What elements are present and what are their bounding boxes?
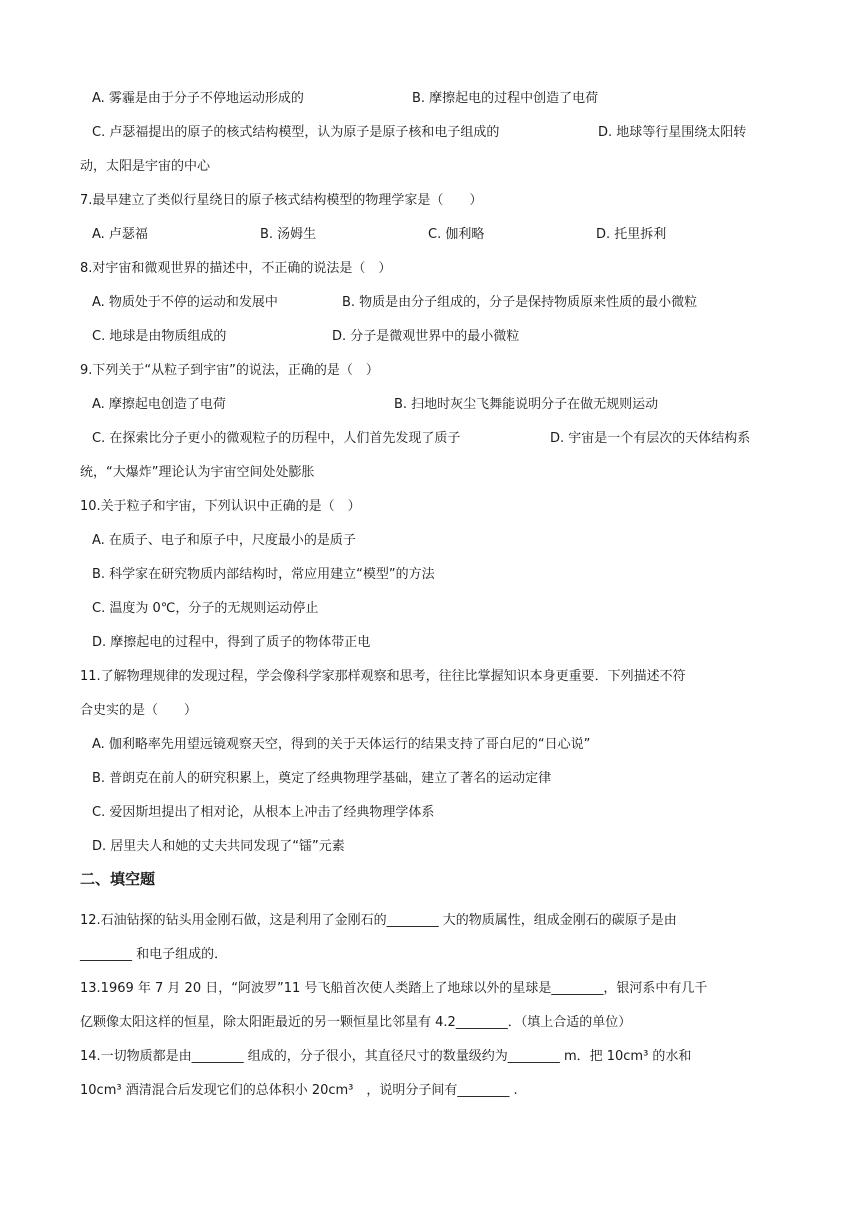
q13-line-1: 13.1969 年 7 月 20 日，“阿波罗”11 号飞船首次使人类踏上了地球以外的星球是________，银河系中有几千 xyxy=(80,981,708,996)
q7-option-a: A. 卢瑟福 xyxy=(92,227,148,242)
q12-line-1: 12.石油钻探的钻头用金刚石做，这是利用了金刚石的________ 大的物质属性，组成金刚石的碳原子是由 xyxy=(80,913,677,928)
q8-option-c: C. 地球是由物质组成的 xyxy=(92,329,227,344)
q14-line-1: 14.一切物质都是由________ 组成的，分子很小，其直径尺寸的数量级约为________ m．把 10cm³ 的水和 xyxy=(80,1049,692,1064)
q11-option-b: B. 普朗克在前人的研究积累上，奠定了经典物理学基础，建立了著名的运动定律 xyxy=(92,771,552,786)
q9-option-c: C. 在探索比分子更小的微观粒子的历程中，人们首先发现了质子 xyxy=(92,431,461,446)
q7-option-b: B. 汤姆生 xyxy=(260,227,317,242)
q11-option-d: D. 居里夫人和她的丈夫共同发现了“镭”元素 xyxy=(92,839,345,854)
section-heading-fill-in: 二、填空题 xyxy=(80,870,156,888)
q11-stem-continued: 合史实的是（ ） xyxy=(80,703,198,718)
q14-line-2: 10cm³ 酒清混合后发现它们的总体积小 20cm³ ，说明分子间有________ . xyxy=(80,1083,518,1098)
q11-stem: 11.了解物理规律的发现过程，学会像科学家那样观察和思考，往往比掌握知识本身更重要．下列描述不符 xyxy=(80,669,686,684)
q8-stem: 8.对宇宙和微观世界的描述中，不正确的说法是（ ） xyxy=(80,261,392,276)
q9-option-a: A. 摩擦起电创造了电荷 xyxy=(92,397,226,412)
q7-option-d: D. 托里拆利 xyxy=(596,227,667,242)
q11-option-c: C. 爱因斯坦提出了相对论，从根本上冲击了经典物理学体系 xyxy=(92,805,435,820)
q6-option-d-continued: 动，太阳是宇宙的中心 xyxy=(80,159,211,174)
q9-option-d-continued: 统，“大爆炸”理论认为宇宙空间处处膨胀 xyxy=(80,465,315,480)
q13-line-2: 亿颗像太阳这样的恒星，除太阳距最近的另一颗恒星比邻星有 4.2________．（填上合适的单位） xyxy=(80,1015,632,1030)
q7-option-c: C. 伽利略 xyxy=(428,227,485,242)
q6-option-c: C. 卢瑟福提出的原子的核式结构模型，认为原子是原子核和电子组成的 xyxy=(92,125,500,140)
q10-option-d: D. 摩擦起电的过程中，得到了质子的物体带正电 xyxy=(92,635,371,650)
q10-option-c: C. 温度为 0℃，分子的无规则运动停止 xyxy=(92,601,319,616)
q9-stem: 9.下列关于“从粒子到宇宙”的说法，正确的是（ ） xyxy=(80,363,379,378)
q8-option-d: D. 分子是微观世界中的最小微粒 xyxy=(332,329,520,344)
q10-stem: 10.关于粒子和宇宙，下列认识中正确的是（ ） xyxy=(80,499,361,514)
q10-option-b: B. 科学家在研究物质内部结构时，常应用建立“模型”的方法 xyxy=(92,567,435,582)
q6-option-a: A. 雾霾是由于分子不停地运动形成的 xyxy=(92,91,304,106)
q8-option-a: A. 物质处于不停的运动和发展中 xyxy=(92,295,278,310)
q6-option-d: D. 地球等行星围绕太阳转 xyxy=(598,125,747,140)
q6-option-b: B. 摩擦起电的过程中创造了电荷 xyxy=(412,91,599,106)
q9-option-b: B. 扫地时灰尘飞舞能说明分子在做无规则运动 xyxy=(394,397,659,412)
q10-option-a: A. 在质子、电子和原子中，尺度最小的是质子 xyxy=(92,533,356,548)
q9-option-d: D. 宇宙是一个有层次的天体结构系 xyxy=(550,431,751,446)
q11-option-a: A. 伽利略率先用望远镜观察天空，得到的关于天体运行的结果支持了哥白尼的“日心说” xyxy=(92,737,591,752)
q8-option-b: B. 物质是由分子组成的，分子是保持物质原来性质的最小微粒 xyxy=(342,295,698,310)
q12-line-2: ________ 和电子组成的． xyxy=(80,947,228,962)
q7-stem: 7.最早建立了类似行星绕日的原子核式结构模型的物理学家是（ ） xyxy=(80,193,483,208)
